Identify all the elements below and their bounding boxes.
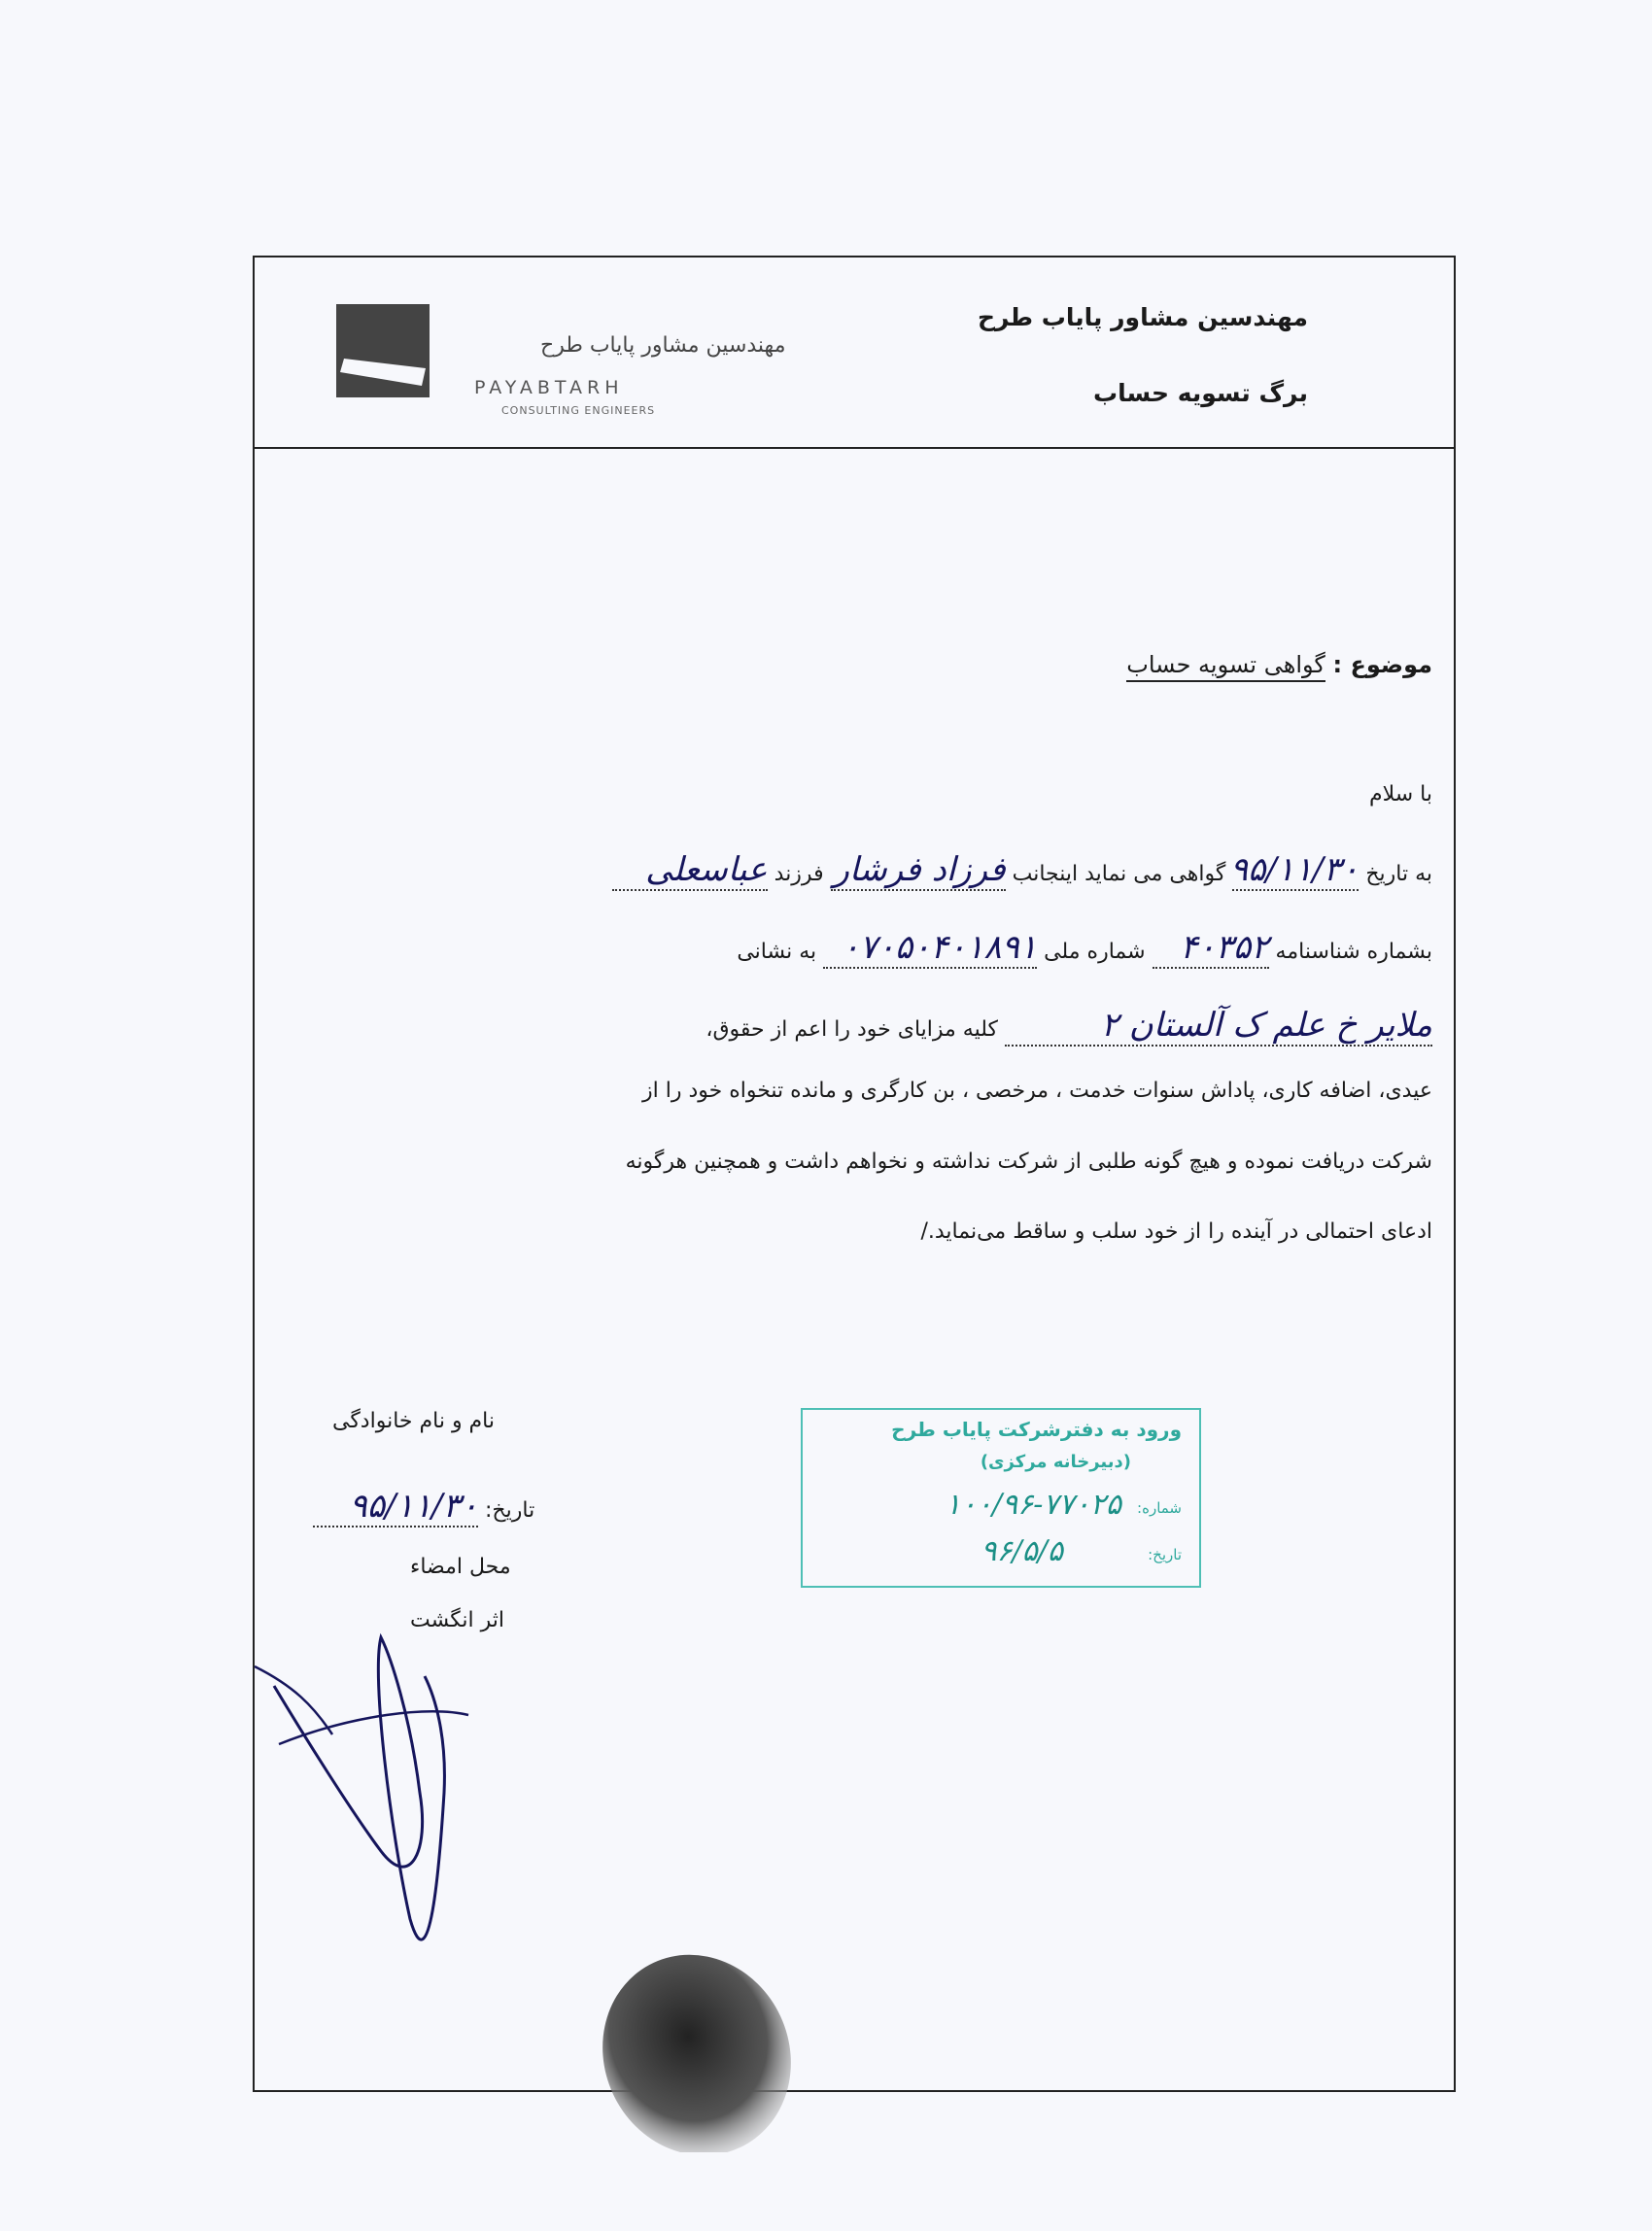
body-line-2 — [737, 928, 1432, 969]
subject-value: گواهی تسویه حساب — [1126, 651, 1325, 682]
body-line-4: عیدی، اضافه کاری، پاداش سنوات خدمت ، مرخصی ، بن کارگری و مانده تنخواه خود را از — [642, 1079, 1432, 1103]
document-frame — [253, 256, 1456, 2092]
logo-subtitle: CONSULTING ENGINEERS — [501, 404, 656, 417]
line1-certify-text: گواهی می نماید اینجانب — [1012, 862, 1226, 886]
subject-label: موضوع : — [1332, 651, 1432, 678]
line1-child-of-label: فرزند — [774, 862, 824, 886]
line1-father-field — [612, 850, 768, 891]
subject-line — [1126, 651, 1432, 678]
signature-date-row — [313, 1487, 534, 1527]
line2-address-label: به نشانی — [737, 940, 817, 964]
body-line-6: ادعای احتمالی در آینده را از خود سلب و ساقط می‌نماید./ — [920, 1219, 1432, 1244]
line1-date-field — [1229, 850, 1359, 891]
stamp-date-label: تاریخ: — [1148, 1546, 1182, 1563]
logo-stripe-icon — [336, 304, 430, 397]
stamp-number-value: ۱۰۰/۹۶-۷۷۰۲۵ — [945, 1488, 1121, 1522]
greeting: با سلام — [1368, 782, 1432, 807]
line1-date-label: به تاریخ — [1365, 862, 1432, 886]
line2-id-field — [1153, 928, 1269, 969]
stamp-number-label: شماره: — [1137, 1499, 1182, 1517]
stamp-subtitle: (دبیرخانه مرکزی) — [980, 1452, 1131, 1472]
logo-persian-text: مهندسین مشاور پایاب طرح — [540, 333, 786, 358]
line2-id-label: بشماره شناسنامه — [1275, 940, 1432, 964]
company-name: مهندسین مشاور پایاب طرح — [977, 303, 1308, 331]
body-line-5: شرکت دریافت نموده و هیچ گونه طلبی از شرکت نداشته و نخواهم داشت و همچنین هرگونه — [625, 1150, 1432, 1174]
signature-name-label: نام و نام خانوادگی — [332, 1409, 496, 1433]
line1-name-field — [831, 850, 1006, 891]
stamp-date-value: ۹۶/۵/۵ — [981, 1534, 1063, 1568]
handwritten-father-name: عباسعلی — [645, 850, 768, 889]
signature-place-label: محل امضاء — [410, 1555, 511, 1579]
fingerprint-icon — [575, 1948, 809, 2152]
handwritten-id-number: ۴۰۳۵۲ — [1180, 928, 1269, 967]
line3-text: کلیه مزایای خود را اعم از حقوق، — [706, 1017, 998, 1042]
form-title: برگ تسویه حساب — [1093, 379, 1308, 407]
company-logo-mark — [336, 304, 430, 397]
handwritten-date: ۹۵/۱۱/۳۰ — [1229, 850, 1359, 889]
line3-address-field — [1005, 1006, 1432, 1047]
handwritten-signature-date: ۹۵/۱۱/۳۰ — [349, 1487, 478, 1526]
handwritten-name: فرزاد فرشار — [833, 850, 1006, 889]
secretariat-stamp — [801, 1408, 1201, 1588]
header-divider — [255, 447, 1454, 449]
handwritten-signature-icon — [235, 1598, 527, 2007]
line2-national-label: شماره ملی — [1044, 940, 1146, 964]
body-line-3 — [706, 1006, 1432, 1047]
line2-national-field — [823, 928, 1037, 969]
handwritten-national-id: ۰۷۰۵۰۴۰۱۸۹۱ — [842, 928, 1038, 967]
fingerprint-label: اثر انگشت — [410, 1608, 504, 1632]
signature-date-label: تاریخ: — [485, 1498, 535, 1523]
handwritten-address: ملایر خ علم ک آلستان ۲ — [1100, 1006, 1432, 1045]
stamp-title: ورود به دفترشرکت پایاب طرح — [891, 1418, 1182, 1441]
logo-latin-text: PAYABTARH — [474, 377, 624, 398]
body-line-1 — [612, 850, 1432, 891]
signature-date-field — [313, 1487, 478, 1527]
